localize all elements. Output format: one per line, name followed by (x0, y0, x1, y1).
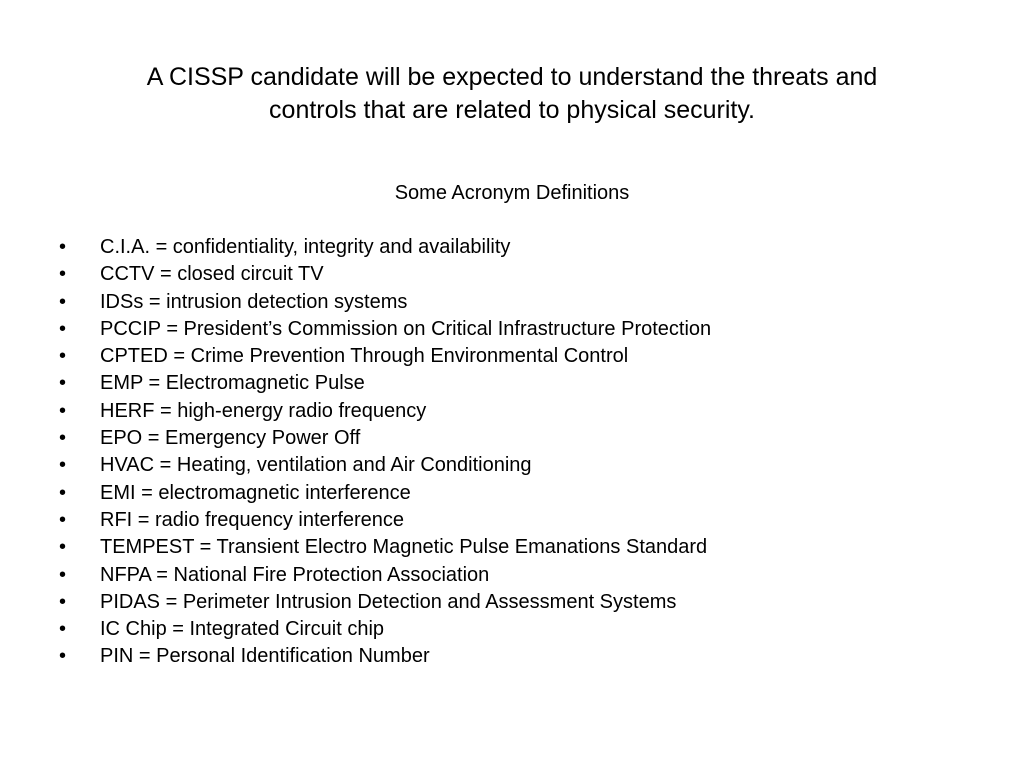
bullet-icon: • (59, 317, 67, 340)
bullet-icon: • (59, 399, 67, 422)
list-item-text: IC Chip = Integrated Circuit chip (100, 618, 385, 641)
bullet-icon: • (59, 263, 67, 286)
list-item-text: NFPA = National Fire Protection Association (100, 563, 490, 586)
list-item-text: CPTED = Crime Prevention Through Environmental Control (100, 345, 629, 368)
list-item-text: PCCIP = President’s Commission on Critical Infrastructure Protection (100, 317, 712, 340)
list-item-text: TEMPEST = Transient Electro Magnetic Pulse Emanations Standard (100, 536, 708, 559)
title-line: A CISSP candidate will be expected to understand the threats and (146, 63, 878, 91)
bullet-icon: • (59, 427, 67, 450)
list-item-text: C.I.A. = confidentiality, integrity and availability (100, 236, 511, 258)
list-item-text: CCTV = closed circuit TV (100, 263, 324, 286)
bullet-icon: • (59, 290, 67, 313)
bullet-icon: • (59, 618, 67, 641)
list-item-text: HVAC = Heating, ventilation and Air Conditioning (100, 454, 532, 477)
bullet-icon: • (59, 563, 67, 586)
slide-subtitle: Some Acronym Definitions (394, 182, 630, 204)
bullet-icon: • (59, 508, 67, 531)
list-item-text: RFI = radio frequency interference (100, 508, 405, 531)
bullet-icon: • (59, 454, 67, 477)
list-item-text: EMP = Electromagnetic Pulse (100, 372, 365, 395)
bullet-icon: • (59, 536, 67, 559)
slide-title (60, 61, 964, 127)
bullet-icon: • (59, 590, 67, 613)
bullet-icon: • (59, 372, 67, 395)
list-item-text: PIDAS = Perimeter Intrusion Detection and Assessment Systems (100, 590, 677, 613)
bullet-icon: • (59, 345, 67, 368)
title-line: controls that are related to physical security. (269, 96, 755, 124)
bullet-icon: • (59, 236, 67, 258)
bullet-icon: • (59, 645, 67, 668)
list-item-text: EMI = electromagnetic interference (100, 481, 411, 504)
list-item-text: EPO = Emergency Power Off (100, 427, 361, 450)
list-item-text: HERF = high-energy radio frequency (100, 399, 427, 422)
list-item-text: PIN = Personal Identification Number (100, 645, 430, 668)
bullet-icon: • (59, 481, 67, 504)
list-item-text: IDSs = intrusion detection systems (100, 290, 408, 313)
